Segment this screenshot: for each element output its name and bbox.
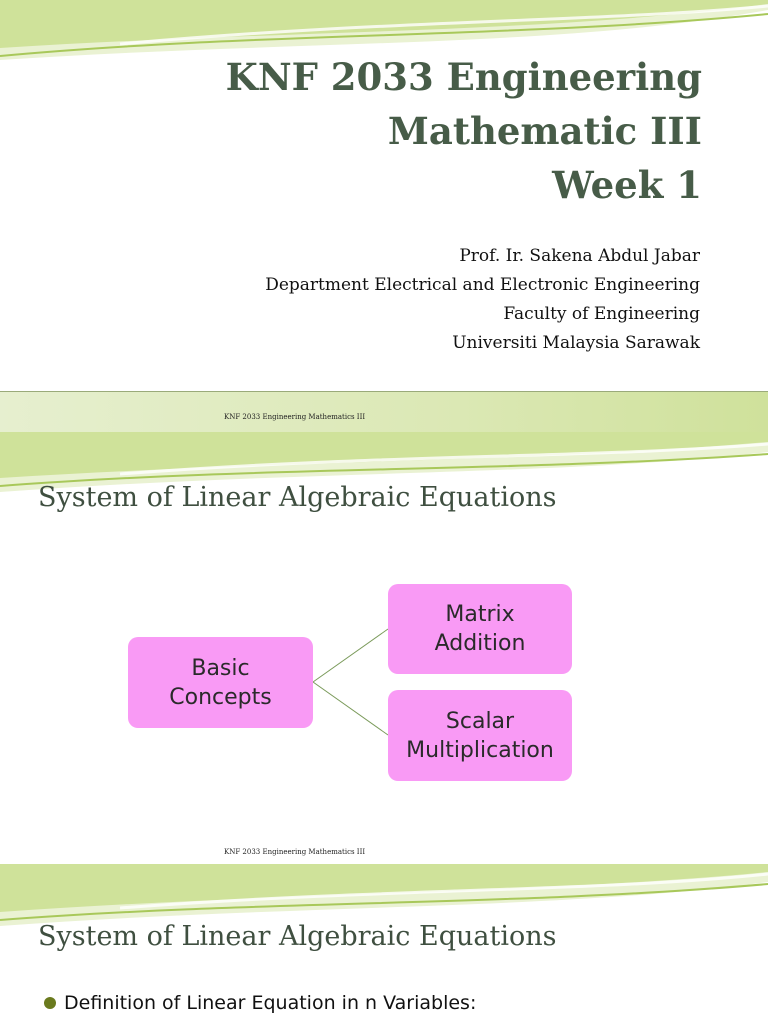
- title-line: Mathematic III: [387, 109, 702, 153]
- slide-footer: KNF 2033 Engineering Mathematics III: [224, 848, 366, 856]
- footer-band: [0, 391, 768, 432]
- slide-definition: [0, 864, 768, 1024]
- slide-title: [0, 0, 768, 432]
- title-line: KNF 2033 Engineering: [225, 55, 702, 99]
- diagram-node-scalar-multiplication: Scalar Multiplication: [388, 690, 572, 781]
- diagram-node-basic-concepts: Basic Concepts: [128, 637, 313, 728]
- university: Universiti Malaysia Sarawak: [452, 333, 700, 353]
- author-info: [265, 242, 700, 358]
- bullet-icon: [44, 997, 56, 1009]
- faculty: Faculty of Engineering: [503, 304, 700, 324]
- bullet-text: Definition of Linear Equation in n Variables:: [64, 992, 477, 1014]
- slide-heading: System of Linear Algebraic Equations: [38, 482, 557, 513]
- diagram-node-matrix-addition: Matrix Addition: [388, 584, 572, 674]
- author-name: Prof. Ir. Sakena Abdul Jabar: [459, 246, 700, 266]
- slide-heading: System of Linear Algebraic Equations: [38, 921, 557, 952]
- title-line: Week 1: [552, 163, 702, 207]
- presentation-title: [226, 50, 702, 212]
- slide-footer: KNF 2033 Engineering Mathematics III: [224, 413, 366, 421]
- department: Department Electrical and Electronic Engineering: [265, 275, 700, 295]
- bullet-item: [44, 992, 476, 1014]
- slide-basic-concepts: [0, 432, 768, 864]
